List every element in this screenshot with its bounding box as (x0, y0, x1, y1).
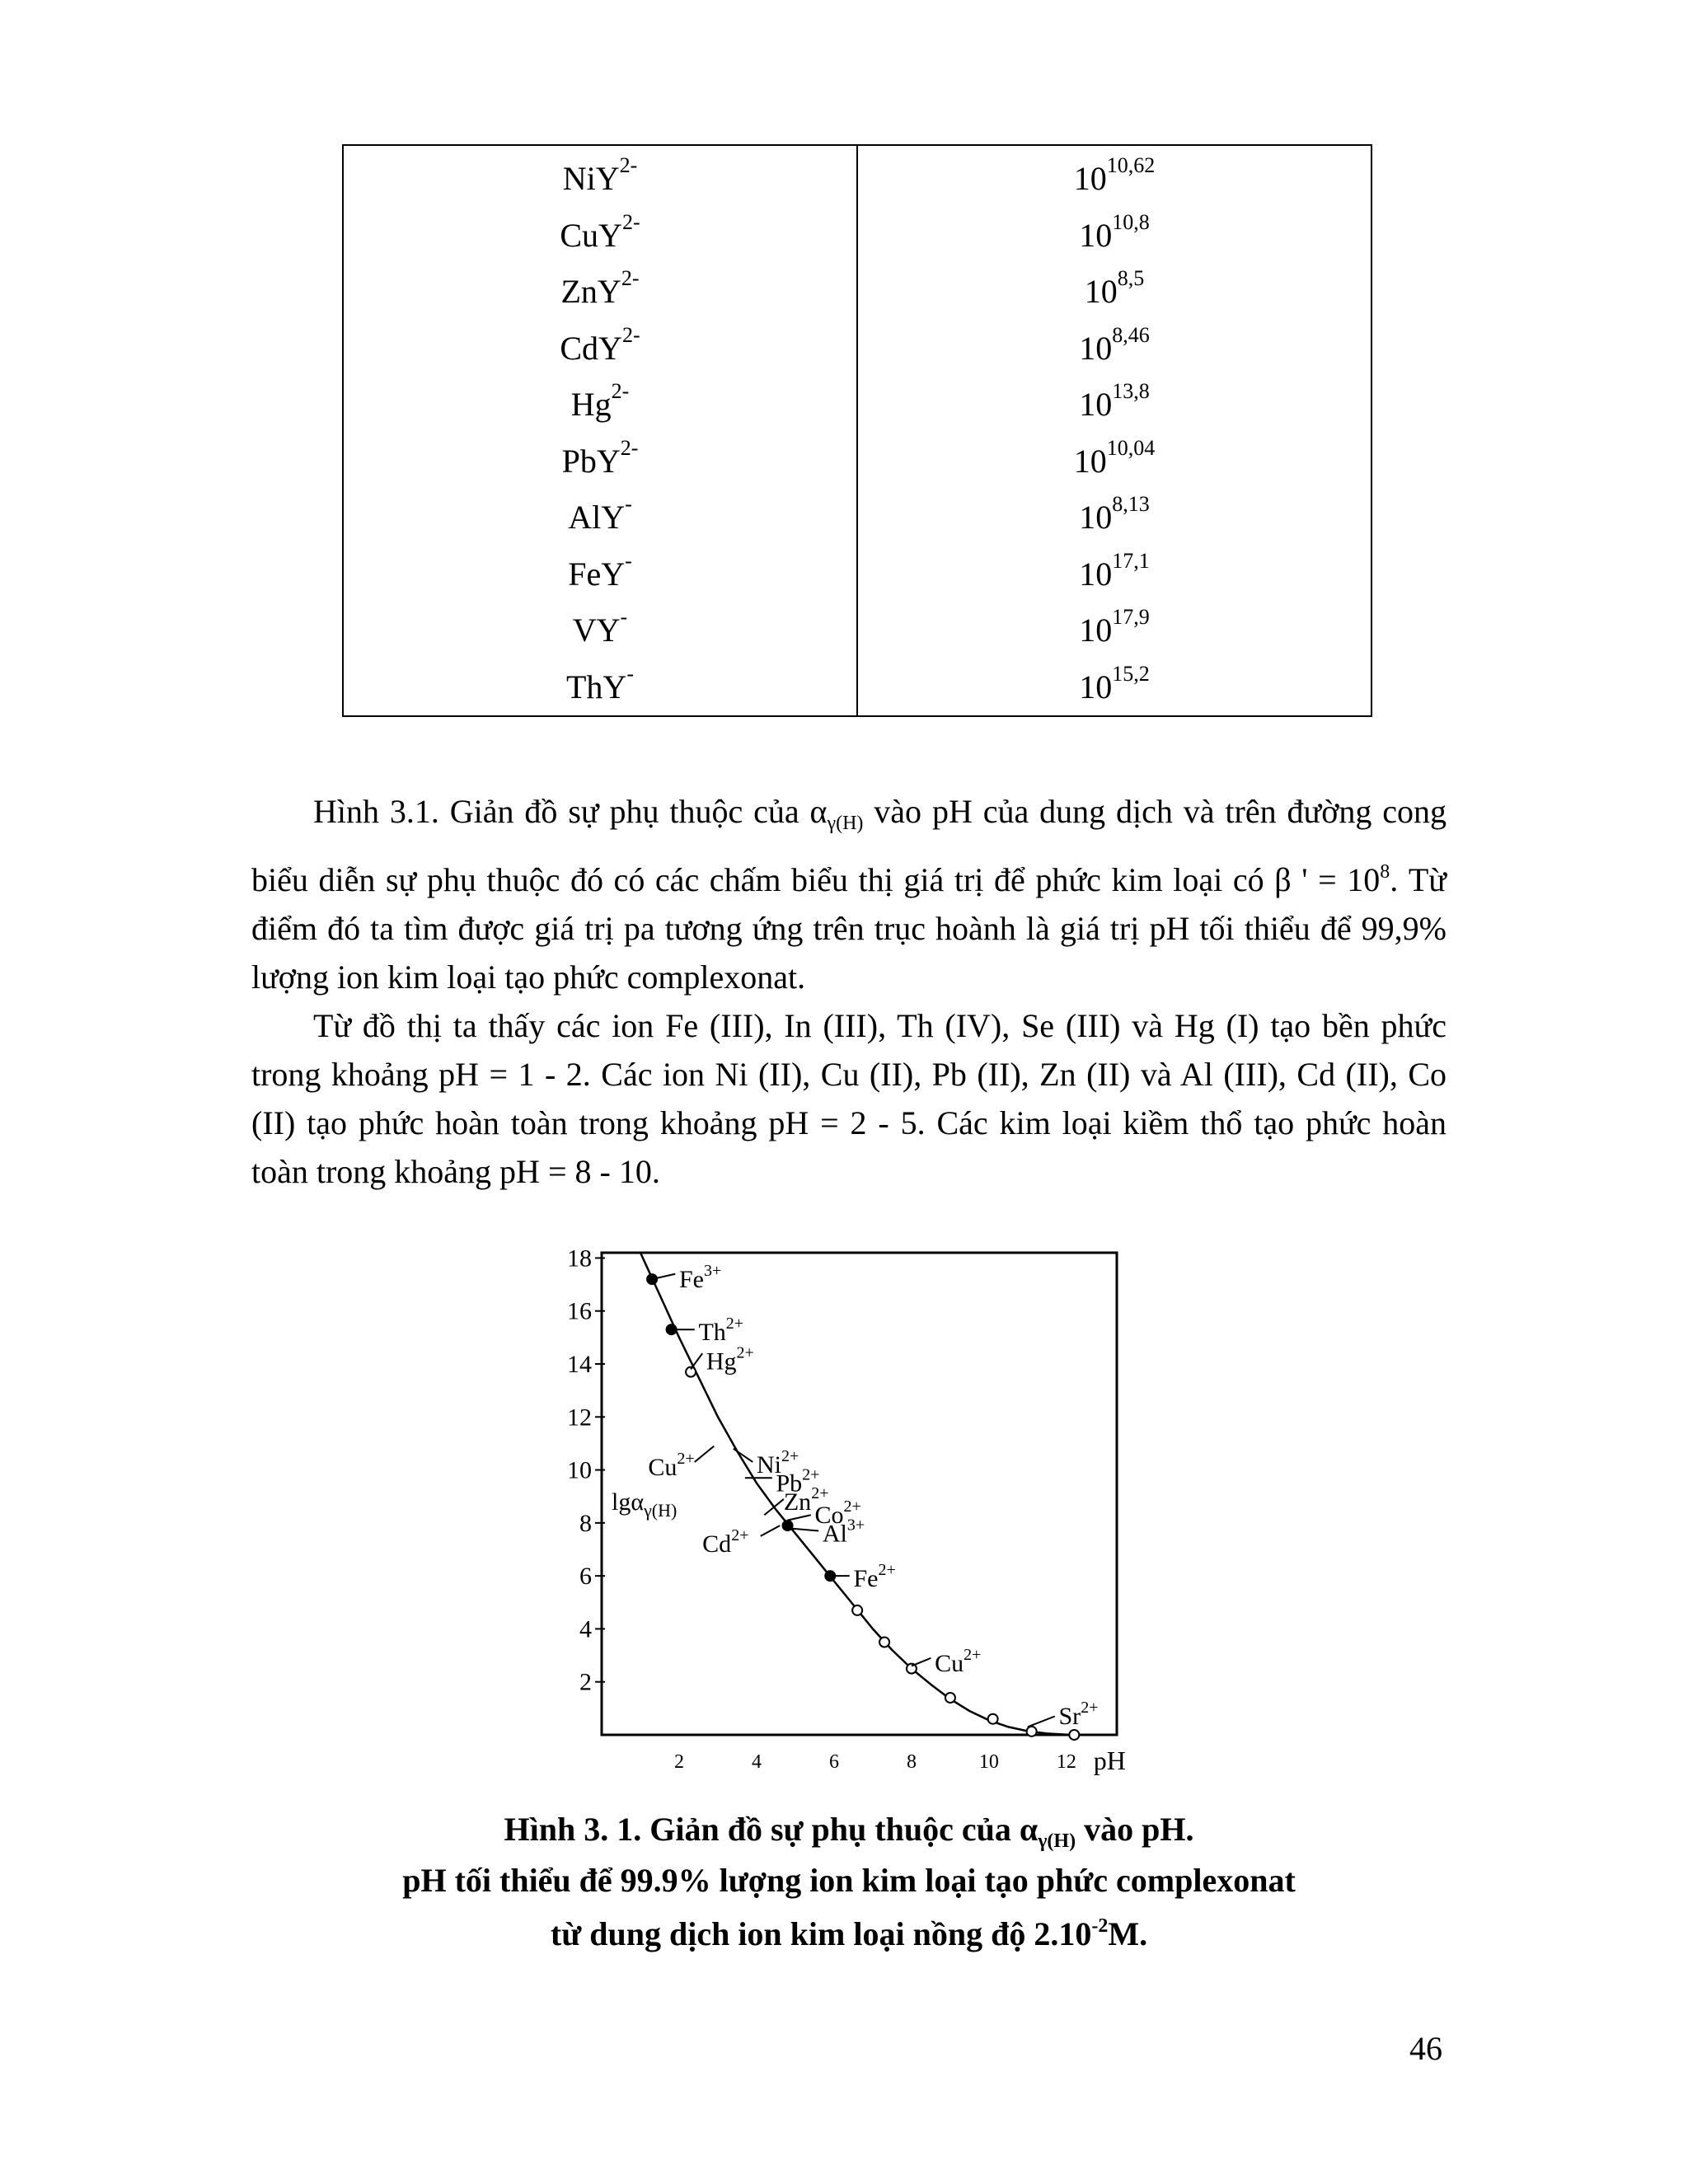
ion-symbol: Cu (935, 1649, 964, 1677)
ion-charge: 2+ (843, 1497, 861, 1516)
constant-exponent: 10,04 (1106, 435, 1156, 460)
ion-charge: 3+ (846, 1516, 865, 1535)
ion-charge: 2+ (731, 1526, 749, 1545)
constant-exponent: 13,8 (1112, 379, 1150, 404)
caption-line-3-text-b: M. (1108, 1915, 1148, 1952)
complex-charge: - (625, 492, 632, 517)
ion-symbol: Al (822, 1520, 847, 1548)
ion-charge: 3+ (703, 1261, 722, 1280)
x-tick-label: 4 (751, 1751, 762, 1773)
x-tick-label: 12 (1056, 1751, 1076, 1773)
caption-line-2: pH tối thiểu để 99.9% lượng ion kim loại tạo phức complexonat (402, 1862, 1296, 1899)
ion-label (702, 1526, 748, 1558)
ion-charge: 2+ (736, 1343, 754, 1362)
x-tick-label: 2 (673, 1751, 684, 1773)
ion-symbol: Cu (648, 1454, 678, 1481)
complex-charge: - (620, 605, 628, 630)
constant-exponent: 17,1 (1112, 548, 1150, 573)
ion-leader-line (691, 1353, 702, 1369)
constant-base: 10 (1079, 499, 1113, 537)
constant-exponent: 8,5 (1117, 266, 1145, 291)
complex-column (344, 146, 858, 715)
y-tick-label: 18 (567, 1244, 592, 1272)
paragraph-1-text-b: vào pH của dung dịch và trên đường cong biểu diễn sự phụ thuộc đó có các chấm biểu thị giá trị để phức kim loại có β ' = 10 (251, 793, 1447, 898)
ion-label (823, 1516, 865, 1547)
constant-base: 10 (1079, 668, 1113, 705)
stability-constant-cell (858, 546, 1371, 603)
complex-charge: 2- (621, 266, 640, 291)
ion-symbol: Pb (776, 1469, 803, 1497)
complex-charge: 2- (621, 322, 640, 347)
complex-formula-cell (344, 490, 856, 546)
ion-symbol: Co (814, 1501, 844, 1529)
stability-constant-cell (858, 208, 1371, 265)
complex-formula-cell (344, 264, 856, 321)
ion-symbol: Cd (702, 1530, 732, 1558)
ion-symbol: Sr (1058, 1703, 1081, 1731)
constant-exponent: 10,8 (1112, 209, 1150, 234)
complex-charge: 2- (621, 209, 640, 234)
complex-formula-cell (344, 434, 856, 490)
complex-formula: CdY (560, 329, 622, 367)
complex-charge: - (626, 661, 634, 686)
ion-charge: 2+ (725, 1315, 744, 1333)
complex-formula-cell (344, 602, 856, 659)
y-axis-label-subscript: γ(H) (644, 1499, 678, 1521)
ion-charge: 2+ (811, 1483, 829, 1502)
constant-exponent: 17,9 (1112, 605, 1150, 630)
constant-base: 10 (1079, 555, 1113, 593)
caption-line-1-text-b: vào pH. (1076, 1811, 1194, 1848)
ion-charge: 2+ (781, 1446, 799, 1465)
complex-charge: 2- (620, 435, 639, 460)
y-tick-label: 16 (567, 1297, 592, 1325)
paragraph-1-text-a: Hình 3.1. Giản đồ sự phụ thuộc của α (313, 793, 828, 830)
open-data-point (879, 1638, 889, 1647)
complex-charge: 2- (611, 379, 630, 404)
complex-formula-cell (344, 208, 856, 265)
constant-exponent: 10,62 (1106, 153, 1156, 178)
complex-formula: FeY (568, 555, 626, 593)
open-data-point (852, 1605, 862, 1615)
complex-charge: 2- (619, 153, 638, 178)
complex-formula-cell (344, 659, 856, 716)
paragraph-1-text-c: . Từ điểm đó ta tìm được giá trị pa tương ứng trên trục hoành là giá trị pH tối thiểu để 99,9% lượng ion kim loại tạo phức complexonat. (251, 861, 1447, 996)
complex-formula: VY (572, 612, 621, 649)
complex-formula: NiY (562, 160, 620, 198)
complex-formula: AlY (568, 499, 626, 537)
stability-constant-cell (858, 264, 1371, 321)
open-data-point (1069, 1730, 1079, 1740)
constant-base: 10 (1073, 442, 1107, 480)
y-tick-label: 8 (579, 1509, 592, 1537)
complex-formula: ThY (566, 668, 627, 705)
caption-line-1 (251, 1813, 1447, 1851)
y-tick-label: 2 (579, 1668, 592, 1696)
ion-symbol: Fe (678, 1265, 704, 1293)
caption-line-3 (251, 1916, 1447, 1951)
stability-constant-cell (858, 490, 1371, 546)
ion-label (698, 1315, 743, 1346)
ion-charge: 2+ (964, 1645, 982, 1664)
complex-formula-cell (344, 546, 856, 603)
x-tick-label: 8 (906, 1751, 917, 1773)
alpha-subscript: γ(H) (827, 813, 864, 834)
ion-leader-line (912, 1658, 931, 1666)
y-tick-label: 10 (567, 1456, 592, 1484)
constant-base: 10 (1073, 160, 1107, 198)
paragraph-2-text: Từ đồ thị ta thấy các ion Fe (III), In (III), Th (IV), Se (III) và Hg (I) tạo bền phức trong khoảng pH = 1 - 2. Các ion Ni (II), Cu (II), Pb (II), Zn (II) và Al (III), Cd (II), Co (II) tạo phức hoàn toàn trong khoảng pH = 2 - 5. Các kim loại kiềm thổ tạo phức hoàn toàn trong khoảng pH = 8 - 10. (251, 1007, 1447, 1190)
y-axis-label: lgα$_{\gamma(H)}$ (612, 1488, 678, 1521)
stability-constant-cell (858, 659, 1371, 716)
ion-label (648, 1450, 694, 1481)
x-tick-label: 10 (978, 1751, 999, 1773)
x-tick-label: 6 (828, 1751, 839, 1773)
constant-exponent: 15,2 (1112, 661, 1150, 686)
constant-base: 10 (1079, 386, 1113, 424)
ion-charge: 2+ (677, 1450, 695, 1468)
stability-constant-cell (858, 321, 1371, 377)
constant-column (858, 146, 1371, 715)
complex-formula: PbY (561, 442, 621, 480)
x-axis-label: pH (1093, 1746, 1126, 1775)
caption-line-3-text-a: từ dung dịch ion kim loại nồng độ 2.10 (550, 1915, 1092, 1952)
stability-constant-cell (858, 377, 1371, 434)
ion-symbol: Zn (783, 1488, 812, 1516)
ion-leader-line (788, 1515, 811, 1520)
ion-charge: 2+ (802, 1465, 820, 1484)
y-tick-label: 12 (567, 1404, 592, 1432)
paragraph-2 (251, 1001, 1447, 1196)
constant-base: 10 (1079, 216, 1113, 254)
ion-leader-line (1028, 1717, 1055, 1727)
y-tick-label: 6 (579, 1563, 592, 1591)
page-number: 46 (1409, 2030, 1442, 2067)
ion-leader-line (764, 1499, 783, 1515)
open-data-point (988, 1714, 998, 1724)
constant-base: 10 (1079, 612, 1113, 649)
constant-base: 10 (1079, 329, 1113, 367)
complex-charge: - (625, 548, 632, 573)
lg-alpha-vs-ph-chart (544, 1228, 1162, 1788)
ion-charge: 2+ (1081, 1699, 1099, 1718)
ion-label (935, 1646, 981, 1677)
stability-constant-cell (858, 151, 1371, 208)
constant-base: 10 (1084, 273, 1118, 311)
y-tick-label: 4 (579, 1615, 592, 1643)
ion-label (679, 1262, 721, 1293)
constant-exponent: 8,46 (1112, 322, 1150, 347)
ion-symbol: Th (698, 1319, 726, 1347)
y-tick-label: 14 (567, 1351, 592, 1378)
complex-formula-cell (344, 321, 856, 377)
caption-line-1-text-a: Hình 3. 1. Giản đồ sự phụ thuộc của α (504, 1811, 1039, 1848)
ion-leader-line (695, 1446, 714, 1462)
paragraph-1 (251, 787, 1447, 1001)
constant-exponent: 8,13 (1112, 492, 1150, 517)
beta-exponent: 8 (1380, 861, 1390, 883)
caption-exponent: -2 (1091, 1915, 1109, 1937)
plot-frame (602, 1253, 1117, 1735)
ion-symbol: Hg (706, 1347, 737, 1376)
complex-formula-cell (344, 377, 856, 434)
ion-symbol: Fe (853, 1565, 879, 1592)
ion-label (1059, 1699, 1099, 1730)
open-data-point (1027, 1727, 1037, 1736)
complex-formula: Hg (570, 386, 612, 424)
complex-formula: ZnY (560, 273, 621, 311)
complex-formula-cell (344, 151, 856, 208)
complex-formula: CuY (560, 216, 622, 254)
stability-constants-table (342, 144, 1372, 717)
ion-label (706, 1343, 754, 1375)
open-data-point (945, 1693, 955, 1703)
caption-alpha-subscript: γ(H) (1038, 1830, 1076, 1852)
ion-label (853, 1561, 895, 1592)
ion-charge: 2+ (878, 1561, 896, 1579)
stability-constant-cell (858, 434, 1371, 490)
ion-symbol: Ni (756, 1451, 781, 1479)
ion-leader-line (761, 1526, 780, 1536)
stability-constant-cell (858, 602, 1371, 659)
